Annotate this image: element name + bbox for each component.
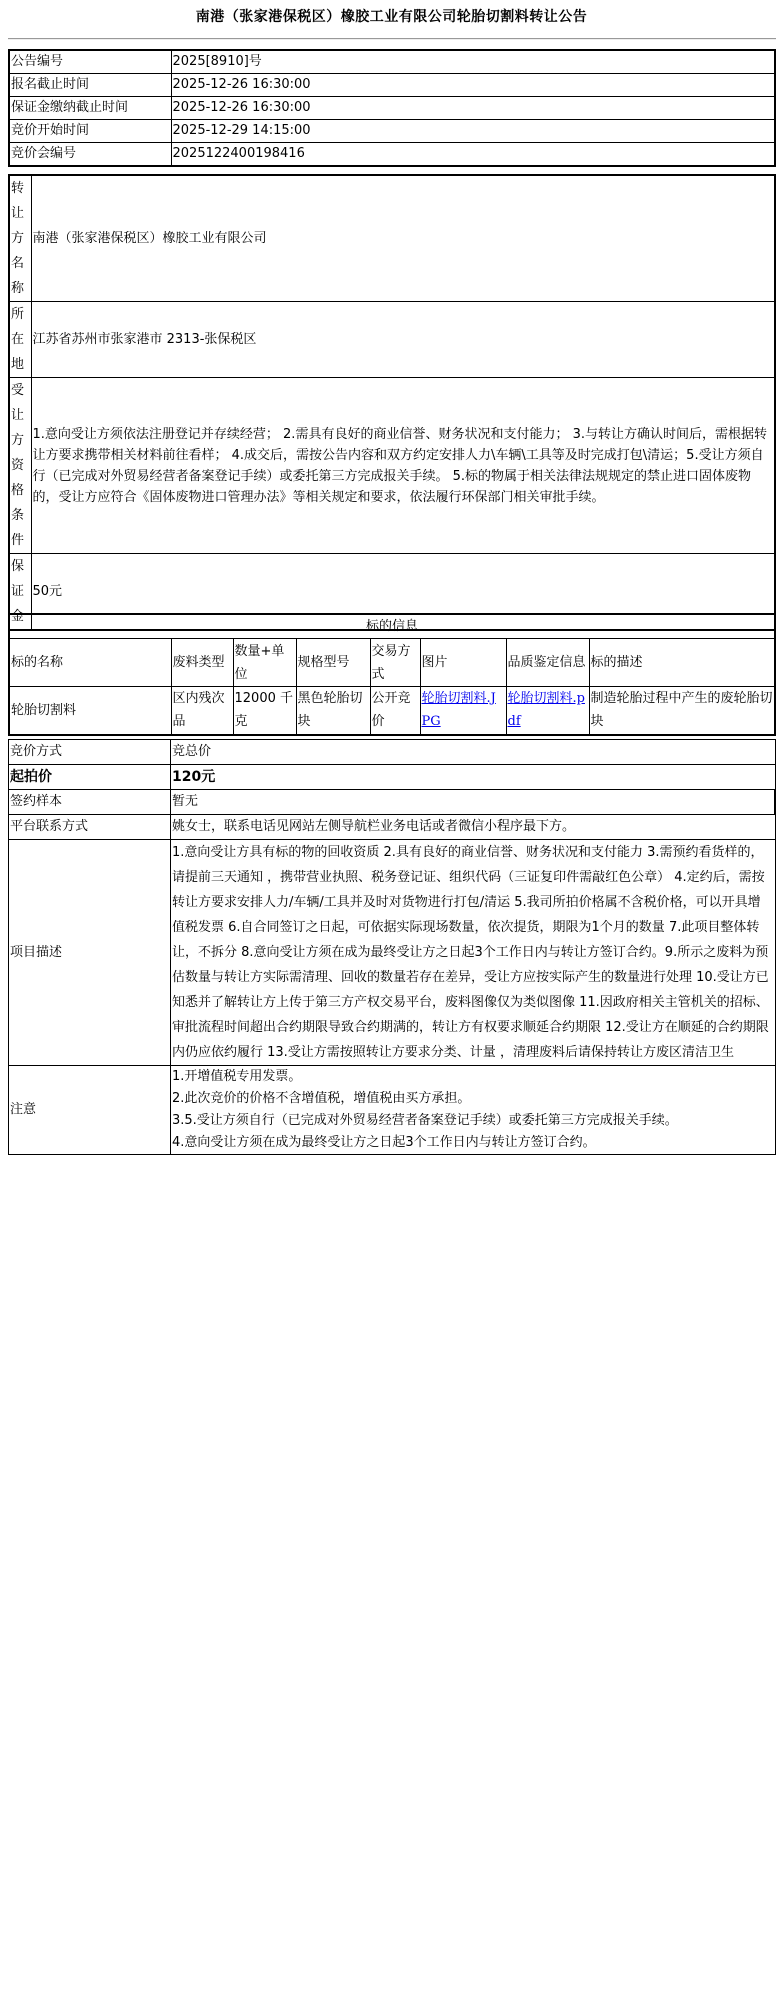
column-header: 数量+单位	[233, 639, 296, 687]
deposit-deadline-value: 2025-12-26 16:30:00	[171, 97, 775, 120]
quantity: 12000 千克	[233, 687, 296, 735]
transferor-table	[8, 174, 776, 631]
notice-line: 1.开增值税专用发票。	[172, 1069, 302, 1084]
project-description-value: 1.意向受让方具有标的物的回收资质 2.具有良好的商业信誉、财务状况和支付能力 3.需预约看货样的，请提前三天通知 ，携带营业执照、税务登记证、组织代码（三证复印件需敲红色公章） 4.定约后，需按转让方要求安排人力/车辆/工具并及时对货物进行打包/清运 5.我司所拍价格属不含税价格，可以开具增值税发票 6.自合同签订之日起，可依据实际现场数量，依次提货，期限为1个月的数量 7.此项目整体转让，不拆分 8.意向受让方须在成为最终受让方之日起3个工作日内与转让方签订合约。9.所示之废料为预估数量与转让方实际需清理、回收的数量若存在差异，受让方应按实际产生的数量进行处理 10.受让方已知悉并了解转让方上传于第三方产权交易平台，废料图像仅为类似图像 11.因政府相关主管机关的招标、审批流程时间超出合约期限导致合约期满的，转让方有权要求顺延合约期限 12.受让方在顺延的合约期限内仍应依约履行 13.受让方需按照转让方要求分类、计量 ，清理废料后请保持转让方废区清洁卫生	[171, 840, 776, 1066]
table-row	[9, 740, 776, 765]
subject-name: 轮胎切割料	[9, 687, 171, 735]
table-header-row	[9, 639, 775, 687]
quality-cell	[506, 687, 589, 735]
subject-description: 制造轮胎过程中产生的废轮胎切块	[589, 687, 775, 735]
table-row	[9, 765, 776, 790]
contact-value: 姚女士，联系电话见网站左侧导航栏业务电话或者微信小程序最下方。	[171, 815, 776, 840]
qualification-value: 1.意向受让方须依法注册登记并存续经营； 2.需具有良好的商业信誉、财务状况和支付能力； 3.与转让方确认时间后，需根据转让方要求携带相关材料前往看样； 4.成交后，需按公告内容和双方约定安排人力\车辆\工具等及时完成打包\清运；5.受让方须自行（已完成对外贸易经营者备案登记手续）或委托第三方完成报关手续。 5.标的物属于相关法律法规规定的禁止进口固体废物的，受让方应符合《固体废物进口管理办法》等相关规定和要求，依法履行环保部门相关审批手续。	[31, 378, 775, 554]
contact-label: 平台联系方式	[9, 815, 171, 840]
waste-type: 区内残次品	[171, 687, 233, 735]
auction-no-value: 2025122400198416	[171, 143, 775, 167]
table-row	[9, 302, 775, 378]
table-row	[9, 175, 775, 302]
transferor-name-label: 转让方名称	[9, 175, 31, 302]
project-description-label: 项目描述	[9, 840, 171, 1066]
subject-info-table	[8, 613, 776, 736]
image-cell	[420, 687, 506, 735]
table-row	[9, 1066, 776, 1155]
column-header: 品质鉴定信息	[506, 639, 589, 687]
bidding-table	[8, 739, 776, 1155]
qualification-label: 受让方资格条件	[9, 378, 31, 554]
image-file-link[interactable]: 轮胎切割料.JPG	[421, 691, 496, 730]
notice-line: 3.5.受让方须自行（已完成对外贸易经营者备案登记手续）或委托第三方完成报关手续。	[172, 1113, 678, 1128]
column-header: 废料类型	[171, 639, 233, 687]
column-header: 标的名称	[9, 639, 171, 687]
bid-method-value: 竞总价	[171, 740, 776, 765]
trade-method: 公开竞价	[370, 687, 420, 735]
column-header: 交易方式	[370, 639, 420, 687]
deposit-label: 保证金	[9, 554, 31, 631]
table-row	[9, 790, 776, 815]
column-header: 图片	[420, 639, 506, 687]
spec: 黑色轮胎切块	[296, 687, 370, 735]
registration-deadline-label: 报名截止时间	[9, 74, 171, 97]
bid-start-time-value: 2025-12-29 14:15:00	[171, 120, 775, 143]
start-price-value: 120元	[171, 765, 776, 790]
contract-sample-value: 暂无	[171, 790, 776, 815]
title-divider	[8, 38, 776, 40]
deposit-value: 50元	[31, 554, 775, 631]
contract-sample-label: 签约样本	[9, 790, 171, 815]
table-row	[9, 50, 775, 74]
start-price-label: 起拍价	[9, 765, 171, 790]
location-value: 江苏省苏州市张家港市 2313-张保税区	[31, 302, 775, 378]
announcement-no-value: 2025[8910]号	[171, 50, 775, 74]
table-row	[9, 120, 775, 143]
subject-info-title: 标的信息	[9, 614, 775, 639]
auction-no-label: 竞价会编号	[9, 143, 171, 167]
table-row	[9, 74, 775, 97]
quality-file-link[interactable]: 轮胎切割料.pdf	[507, 691, 585, 730]
column-header: 规格型号	[296, 639, 370, 687]
bid-start-time-label: 竞价开始时间	[9, 120, 171, 143]
table-row	[9, 97, 775, 120]
table-row	[9, 687, 775, 735]
notice-value	[171, 1066, 776, 1155]
table-row	[9, 378, 775, 554]
registration-deadline-value: 2025-12-26 16:30:00	[171, 74, 775, 97]
basic-info-table	[8, 49, 776, 167]
page-title: 南港（张家港保税区）橡胶工业有限公司轮胎切割料转让公告	[195, 9, 588, 25]
announcement-no-label: 公告编号	[9, 50, 171, 74]
column-header: 标的描述	[589, 639, 775, 687]
notice-line: 2.此次竞价的价格不含增值税，增值税由买方承担。	[172, 1091, 471, 1106]
bid-method-label: 竞价方式	[9, 740, 171, 765]
transferor-name-value: 南港（张家港保税区）橡胶工业有限公司	[31, 175, 775, 302]
location-label: 所在地	[9, 302, 31, 378]
notice-label: 注意	[9, 1066, 171, 1155]
table-row	[9, 815, 776, 840]
deposit-deadline-label: 保证金缴纳截止时间	[9, 97, 171, 120]
table-row	[9, 614, 775, 639]
notice-line: 4.意向受让方须在成为最终受让方之日起3个工作日内与转让方签订合约。	[172, 1135, 596, 1150]
table-row	[9, 143, 775, 167]
table-row	[9, 840, 776, 1066]
